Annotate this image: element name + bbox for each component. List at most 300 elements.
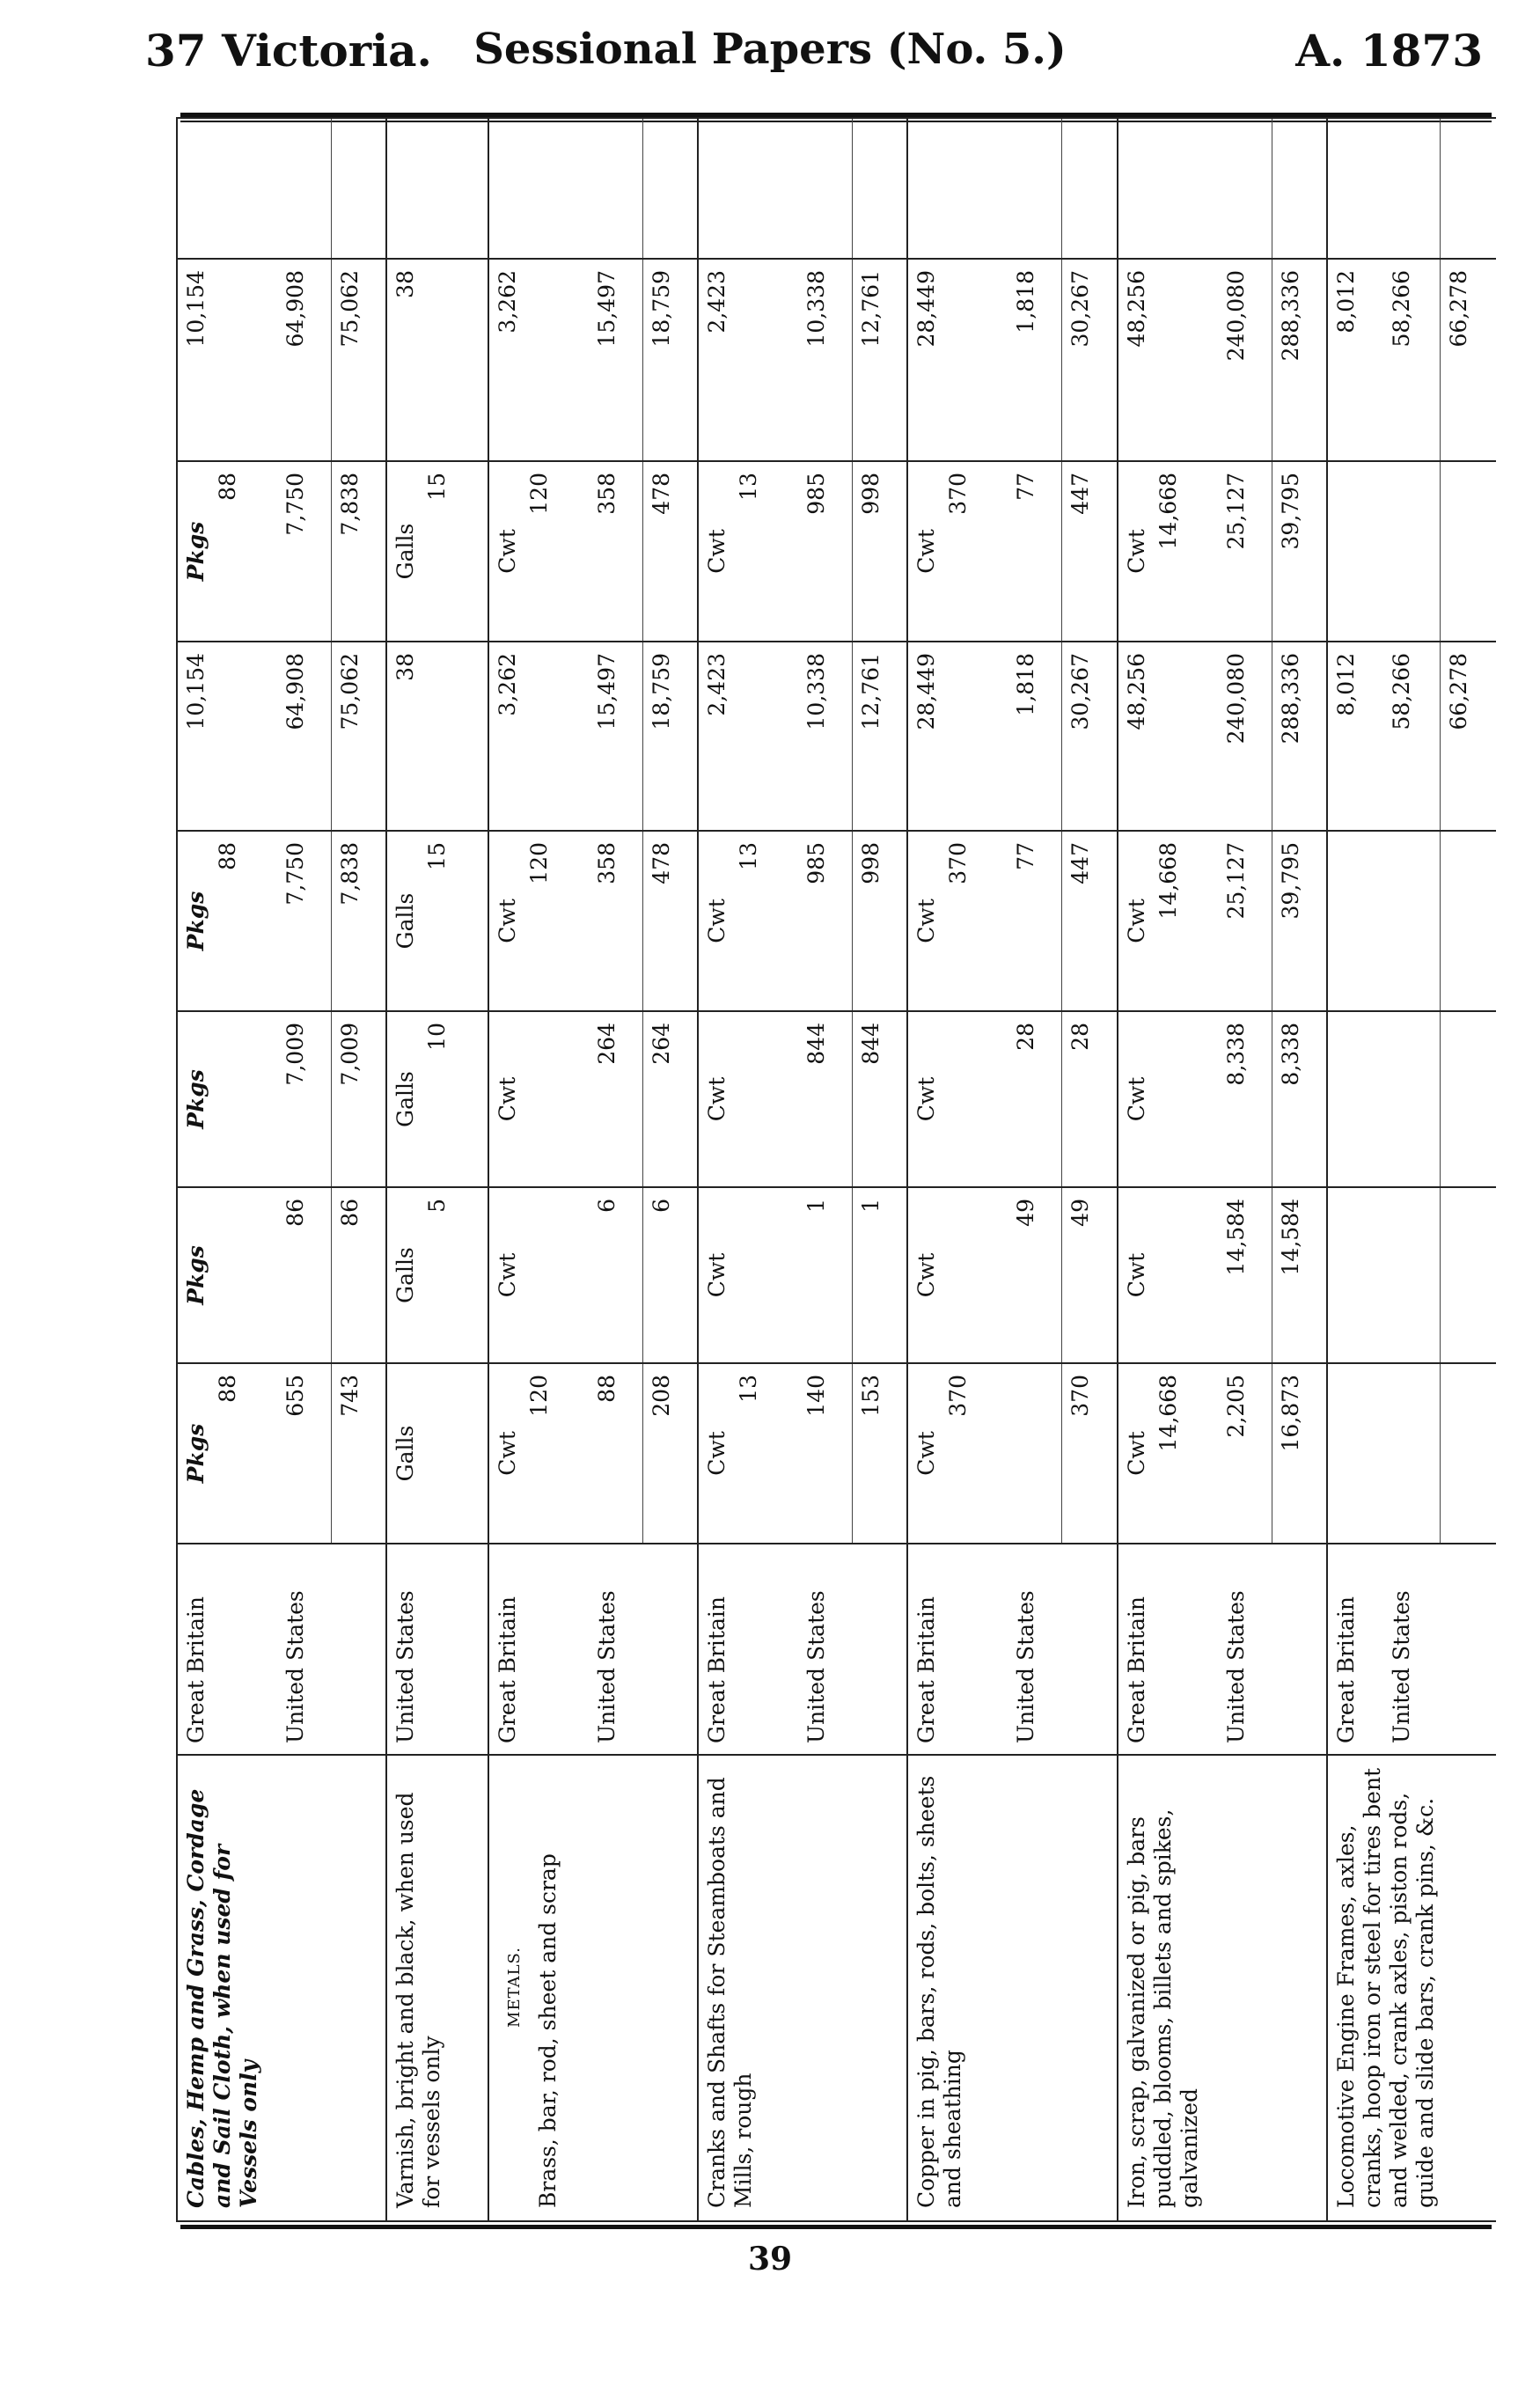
cell-value: 120 (525, 473, 552, 515)
value-cell (698, 1011, 798, 1187)
cell-value: 985 (803, 473, 830, 515)
value-cell (1327, 1187, 1384, 1363)
cell-value: 15 (424, 842, 451, 870)
total-cell (1440, 1011, 1496, 1187)
cell-value: 264 (593, 1023, 620, 1065)
cell-value: 88 (215, 1375, 240, 1403)
value-cell (1118, 831, 1218, 1011)
value-cell (1383, 1011, 1440, 1187)
value-cell (589, 1187, 642, 1363)
country-cell: Great Britain (488, 1544, 589, 1755)
value-cell (177, 831, 277, 1011)
total-cell (331, 118, 386, 259)
value-cell (1218, 259, 1272, 461)
value-cell (907, 259, 1008, 461)
value-cell (277, 118, 331, 259)
value-cell (1327, 461, 1384, 642)
total-cell: 18,759 (642, 642, 698, 831)
cell-value: 10,154 (183, 653, 209, 730)
cell-value: 15,497 (593, 653, 620, 730)
country-cell: Great Britain (1327, 1544, 1384, 1755)
value-cell (589, 118, 642, 259)
total-cell: 30,267 (1062, 642, 1118, 831)
total-cell: 8,338 (1272, 1011, 1327, 1187)
value-cell (698, 642, 798, 831)
value-cell (698, 461, 798, 642)
value-cell (488, 831, 589, 1011)
value-cell (1118, 1011, 1218, 1187)
cell-value: 120 (525, 1375, 552, 1417)
cell-value: 120 (525, 842, 552, 884)
cell-value: 8,012 (1332, 653, 1359, 716)
value-cell (1327, 1011, 1384, 1187)
table-row (386, 118, 488, 2221)
total-cell: 6 (642, 1187, 698, 1363)
country-cell: Great Britain (1118, 1544, 1218, 1755)
cell-value: 8,338 (1222, 1023, 1249, 1086)
article-name: Locomotive Engine Frames, axles, cranks, hoop iron or steel for tires bent and welded, crank axles, piston rods, guide and slide bars, crank pins, &c. (1332, 1767, 1438, 2208)
article-name: Cranks and Shafts for Steamboats and Mills, rough (704, 1777, 757, 2208)
value-cell (488, 461, 589, 642)
table-row (488, 118, 589, 2221)
unit-label: Cwt (494, 529, 520, 574)
total-cell: 288,336 (1272, 259, 1327, 461)
cell-value: 7,750 (282, 842, 309, 906)
value-cell (177, 1187, 277, 1363)
unit-label: Cwt (913, 1076, 940, 1122)
value-cell (1383, 642, 1440, 831)
article-name: Brass, bar, rod, sheet and scrap (534, 1853, 561, 2208)
article-cell (386, 1755, 488, 2221)
value-cell (277, 1011, 331, 1187)
total-cell: 478 (642, 831, 698, 1011)
cell-value: 985 (803, 842, 830, 884)
value-cell (488, 259, 589, 461)
value-cell (907, 831, 1008, 1011)
value-cell (698, 118, 798, 259)
value-cell (698, 1363, 798, 1544)
total-cell: 75,062 (331, 642, 386, 831)
total-cell: 7,009 (331, 1011, 386, 1187)
total-cell: 49 (1062, 1187, 1118, 1363)
country-cell: United States (589, 1544, 642, 1755)
total-cell: 12,761 (853, 642, 908, 831)
value-cell (1118, 259, 1218, 461)
value-cell (177, 259, 277, 461)
value-cell (277, 1363, 331, 1544)
total-cell: 447 (1062, 831, 1118, 1011)
cell-value: 58,266 (1389, 653, 1415, 730)
total-cell: 844 (853, 1011, 908, 1187)
cell-value: 13 (736, 842, 762, 870)
total-cell (1440, 831, 1496, 1011)
value-cell (386, 831, 488, 1011)
value-cell (177, 461, 277, 642)
unit-label: Cwt (704, 1252, 730, 1298)
value-cell (1383, 1363, 1440, 1544)
unit-label: Pkgs (183, 521, 209, 582)
total-cell: 1 (853, 1187, 908, 1363)
table-row (907, 118, 1008, 2221)
value-cell (1008, 1011, 1061, 1187)
value-cell (798, 1011, 852, 1187)
country-cell: United States (386, 1544, 488, 1755)
cell-value: 77 (1013, 842, 1039, 870)
country-cell: United States (1008, 1544, 1061, 1755)
cell-value: 2,205 (1222, 1375, 1249, 1438)
value-cell (386, 118, 488, 259)
cell-value: 10,338 (803, 653, 830, 730)
value-cell (1218, 831, 1272, 1011)
total-cell: 478 (642, 461, 698, 642)
country-cell-empty (642, 1544, 698, 1755)
value-cell (386, 259, 488, 461)
value-cell (177, 118, 277, 259)
value-cell (1008, 1187, 1061, 1363)
cell-value: 358 (593, 473, 620, 515)
cell-value: 38 (392, 270, 419, 298)
cell-value: 5 (424, 1199, 451, 1213)
value-cell (1118, 1363, 1218, 1544)
unit-label: Pkgs (183, 1423, 209, 1484)
unit-label: Cwt (1123, 1076, 1149, 1122)
total-cell: 86 (331, 1187, 386, 1363)
header-session: 37 Victoria. (145, 25, 432, 77)
total-cell (1272, 118, 1327, 259)
article-cell (698, 1755, 907, 2221)
value-cell (1008, 259, 1061, 461)
total-cell: 7,838 (331, 831, 386, 1011)
country-cell-empty (1272, 1544, 1327, 1755)
cell-value: 88 (215, 473, 240, 501)
value-cell (798, 118, 852, 259)
cell-value: 14,668 (1155, 1375, 1181, 1452)
total-cell: 208 (642, 1363, 698, 1544)
table-row (1327, 118, 1384, 2221)
unit-label: Galls (392, 892, 419, 950)
total-cell: 66,278 (1440, 259, 1496, 461)
value-cell (1327, 118, 1384, 259)
value-cell (488, 1187, 589, 1363)
value-cell (907, 1187, 1008, 1363)
article-name: Copper in pig, bars, rods, bolts, sheets and sheathing (913, 1775, 966, 2208)
cell-value: 48,256 (1123, 653, 1149, 730)
cell-value: 25,127 (1222, 473, 1249, 550)
trade-table (176, 117, 1496, 2222)
unit-label: Cwt (704, 899, 730, 943)
value-cell (589, 1011, 642, 1187)
cell-value: 14,668 (1155, 842, 1181, 920)
value-cell (798, 1363, 852, 1544)
cell-value: 28,449 (913, 653, 940, 730)
cell-value: 3,262 (494, 653, 520, 716)
country-cell-empty (1062, 1544, 1118, 1755)
value-cell (907, 461, 1008, 642)
total-cell: 998 (853, 461, 908, 642)
value-cell (698, 831, 798, 1011)
value-cell (177, 1363, 277, 1544)
cell-value: 49 (1013, 1199, 1039, 1227)
unit-label: Cwt (1123, 1252, 1149, 1298)
unit-label: Cwt (704, 1431, 730, 1476)
value-cell (386, 1363, 488, 1544)
value-cell (698, 259, 798, 461)
header-title: Sessional Papers (No. 5.) (473, 25, 1067, 74)
table-row (1118, 118, 1218, 2221)
article-cell (488, 1755, 698, 2221)
unit-label: Cwt (1123, 529, 1149, 574)
total-cell (1440, 1187, 1496, 1363)
value-cell (488, 1363, 589, 1544)
value-cell (1008, 642, 1061, 831)
cell-value: 655 (282, 1375, 309, 1417)
cell-value: 13 (736, 473, 762, 501)
cell-value: 140 (803, 1375, 830, 1417)
total-cell: 447 (1062, 461, 1118, 642)
cell-value: 77 (1013, 473, 1039, 501)
value-cell (386, 642, 488, 831)
value-cell (1218, 1187, 1272, 1363)
cell-value: 64,908 (282, 270, 309, 348)
cell-value: 2,423 (704, 653, 730, 716)
cell-value: 15 (424, 473, 451, 501)
total-cell (1440, 118, 1496, 259)
value-cell (277, 642, 331, 831)
cell-value: 28,449 (913, 270, 940, 348)
cell-value: 8,012 (1332, 270, 1359, 334)
total-cell: 153 (853, 1363, 908, 1544)
cell-value: 10,338 (803, 270, 830, 348)
total-cell: 39,795 (1272, 831, 1327, 1011)
unit-label: Pkgs (183, 891, 209, 951)
value-cell (907, 118, 1008, 259)
country-cell: United States (277, 1544, 331, 1755)
value-cell (1218, 118, 1272, 259)
cell-value: 7,750 (282, 473, 309, 536)
unit-label: Cwt (704, 1076, 730, 1122)
country-cell-empty (331, 1544, 386, 1755)
value-cell (907, 642, 1008, 831)
value-cell (1327, 831, 1384, 1011)
country-cell: United States (1218, 1544, 1272, 1755)
cell-value: 86 (282, 1199, 309, 1227)
cell-value: 3,262 (494, 270, 520, 334)
total-cell: 264 (642, 1011, 698, 1187)
unit-label: Cwt (704, 529, 730, 574)
total-cell: 75,062 (331, 259, 386, 461)
total-cell: 18,759 (642, 259, 698, 461)
total-cell: 370 (1062, 1363, 1118, 1544)
total-cell: 30,267 (1062, 259, 1118, 461)
value-cell (589, 831, 642, 1011)
value-cell (1008, 118, 1061, 259)
value-cell (277, 1187, 331, 1363)
cell-value: 48,256 (1123, 270, 1149, 348)
value-cell (798, 1187, 852, 1363)
total-cell (642, 118, 698, 259)
article-cell (907, 1755, 1117, 2221)
value-cell (386, 461, 488, 642)
value-cell (386, 1011, 488, 1187)
value-cell (1008, 461, 1061, 642)
value-cell (1118, 461, 1218, 642)
value-cell (1383, 831, 1440, 1011)
value-cell (1218, 1363, 1272, 1544)
value-cell (1383, 1187, 1440, 1363)
cell-value: 14,584 (1222, 1199, 1249, 1276)
country-cell: Great Britain (698, 1544, 798, 1755)
value-cell (589, 259, 642, 461)
value-cell (1383, 118, 1440, 259)
value-cell (277, 259, 331, 461)
table-row (698, 118, 798, 2221)
unit-label: Cwt (913, 899, 940, 943)
total-cell: 7,838 (331, 461, 386, 642)
value-cell (1008, 831, 1061, 1011)
unit-label: Galls (392, 1247, 419, 1303)
total-cell (853, 118, 908, 259)
article-cell (1327, 1755, 1496, 2221)
article-name: Iron, scrap, galvanized or pig, bars puddled, blooms, billets and spikes, galvanized (1123, 1808, 1202, 2208)
country-cell: Great Britain (177, 1544, 277, 1755)
value-cell (798, 461, 852, 642)
unit-label: Galls (392, 1425, 419, 1482)
value-cell (1327, 1363, 1384, 1544)
unit-label: Cwt (494, 899, 520, 943)
value-cell (698, 1187, 798, 1363)
country-cell-empty (1440, 1544, 1496, 1755)
article-cell (177, 1755, 386, 2221)
bottom-rule (180, 2225, 1492, 2229)
article-name: Varnish, bright and black, when used for vessels only (392, 1792, 445, 2208)
unit-label: Pkgs (183, 1245, 209, 1305)
unit-label: Galls (392, 1071, 419, 1127)
country-cell-empty (853, 1544, 908, 1755)
unit-label: Cwt (494, 1076, 520, 1122)
value-cell (1327, 642, 1384, 831)
total-cell: 743 (331, 1363, 386, 1544)
section-subheading: METALS. (504, 1947, 524, 2028)
value-cell (488, 642, 589, 831)
value-cell (1383, 259, 1440, 461)
page-number: 39 (747, 2241, 793, 2278)
value-cell (798, 831, 852, 1011)
total-cell: 66,278 (1440, 642, 1496, 831)
unit-label: Cwt (494, 1431, 520, 1476)
unit-label: Galls (392, 523, 419, 580)
unit-label: Cwt (913, 529, 940, 574)
total-cell: 28 (1062, 1011, 1118, 1187)
cell-value: 28 (1013, 1023, 1039, 1051)
value-cell (488, 1011, 589, 1187)
total-cell: 16,873 (1272, 1363, 1327, 1544)
article-name: Cables, Hemp and Grass, Cordage and Sail Cloth, when used for Vessels only (183, 1788, 261, 2208)
cell-value: 88 (593, 1375, 620, 1403)
unit-label: Cwt (913, 1252, 940, 1298)
cell-value: 358 (593, 842, 620, 884)
value-cell (1008, 1363, 1061, 1544)
cell-value: 370 (945, 842, 972, 884)
cell-value: 14,668 (1155, 473, 1181, 550)
value-cell (798, 642, 852, 831)
cell-value: 240,080 (1222, 653, 1249, 745)
cell-value: 38 (392, 653, 419, 681)
cell-value: 370 (945, 1375, 972, 1417)
cell-value: 6 (593, 1199, 620, 1213)
cell-value: 88 (215, 842, 240, 870)
cell-value: 7,009 (282, 1023, 309, 1086)
cell-value: 25,127 (1222, 842, 1249, 920)
total-cell: 12,761 (853, 259, 908, 461)
value-cell (488, 118, 589, 259)
value-cell (1327, 259, 1384, 461)
total-cell: 39,795 (1272, 461, 1327, 642)
article-cell (1118, 1755, 1327, 2221)
cell-value: 13 (736, 1375, 762, 1403)
cell-value: 10,154 (183, 270, 209, 348)
value-cell (798, 259, 852, 461)
value-cell (277, 461, 331, 642)
value-cell (1118, 642, 1218, 831)
value-cell (907, 1363, 1008, 1544)
total-cell (1440, 461, 1496, 642)
value-cell (589, 1363, 642, 1544)
rotated-table-container (176, 119, 1496, 2222)
cell-value: 58,266 (1389, 270, 1415, 348)
value-cell (1218, 461, 1272, 642)
cell-value: 64,908 (282, 653, 309, 730)
country-cell: United States (798, 1544, 852, 1755)
header-year: A. 1873 (1295, 25, 1483, 77)
unit-label: Cwt (494, 1252, 520, 1298)
cell-value: 370 (945, 473, 972, 515)
total-cell (1062, 118, 1118, 259)
value-cell (589, 461, 642, 642)
unit-label: Cwt (1123, 899, 1149, 943)
cell-value: 1,818 (1013, 653, 1039, 716)
value-cell (277, 831, 331, 1011)
value-cell (177, 642, 277, 831)
value-cell (386, 1187, 488, 1363)
country-cell: Great Britain (907, 1544, 1008, 1755)
table-row (177, 118, 277, 2221)
cell-value: 1,818 (1013, 270, 1039, 334)
cell-value: 1 (803, 1199, 830, 1213)
cell-value: 10 (424, 1023, 451, 1051)
total-cell (1440, 1363, 1496, 1544)
cell-value: 844 (803, 1023, 830, 1065)
cell-value: 15,497 (593, 270, 620, 348)
value-cell (1118, 118, 1218, 259)
unit-label: Cwt (913, 1431, 940, 1476)
value-cell (907, 1011, 1008, 1187)
unit-label: Cwt (1123, 1431, 1149, 1476)
country-cell: United States (1383, 1544, 1440, 1755)
table-body (177, 118, 1496, 2221)
cell-value: 2,423 (704, 270, 730, 334)
total-cell: 998 (853, 831, 908, 1011)
value-cell (177, 1011, 277, 1187)
cell-value: 240,080 (1222, 270, 1249, 362)
value-cell (589, 642, 642, 831)
value-cell (1218, 642, 1272, 831)
unit-label: Pkgs (183, 1069, 209, 1129)
value-cell (1118, 1187, 1218, 1363)
total-cell: 14,584 (1272, 1187, 1327, 1363)
total-cell: 288,336 (1272, 642, 1327, 831)
value-cell (1218, 1011, 1272, 1187)
value-cell (1383, 461, 1440, 642)
